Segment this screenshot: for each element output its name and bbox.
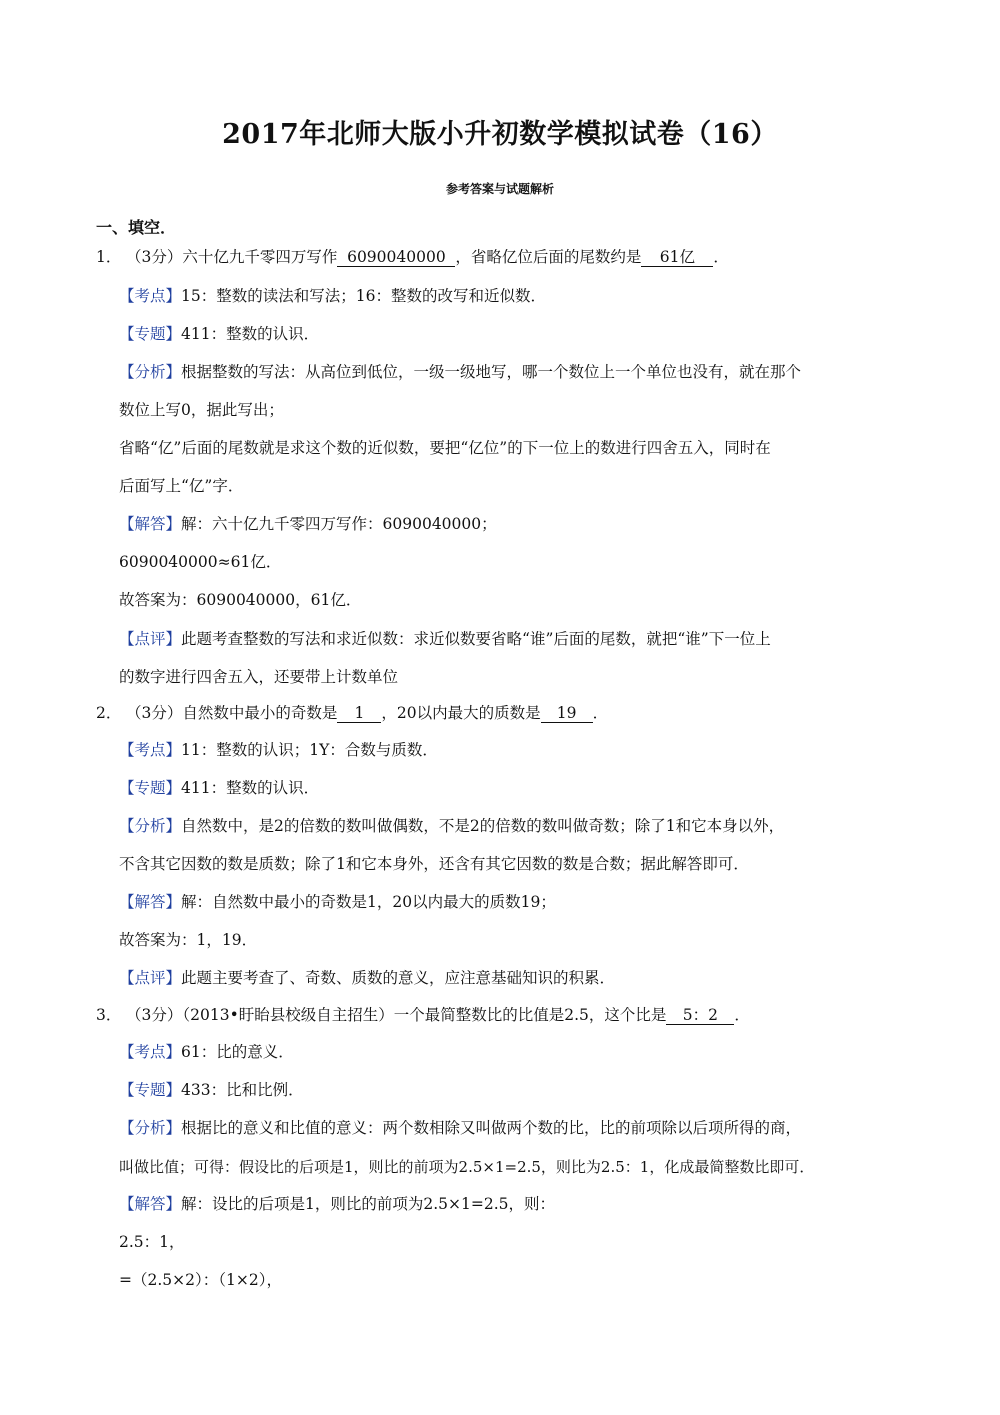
fenxi-line-cont: 数位上写0，据此写出； xyxy=(119,401,284,419)
tag-fenxi: 【分析】 xyxy=(119,363,182,381)
question-number: 1． xyxy=(96,248,122,266)
answer-blank-1: 1 xyxy=(337,704,381,723)
kaodian-line: 【考点】61：比的意义． xyxy=(119,1043,294,1061)
tag-jieda: 【解答】 xyxy=(119,1195,182,1213)
jieda-line-cont: =（2.5×2）：（1×2）， xyxy=(119,1271,282,1289)
kaodian-line: 【考点】11：整数的认识；1Y：合数与质数． xyxy=(119,741,438,759)
jieda-line: 【解答】解：自然数中最小的奇数是1，20以内最大的质数19； xyxy=(119,893,556,911)
question-text: ． xyxy=(592,704,609,722)
fenxi-line-cont: 不含其它因数的数是质数；除了1和它本身外，还含有其它因数的数是合数；据此解答即可． xyxy=(119,855,749,873)
question-score: （3分） xyxy=(126,704,183,722)
answer-blank-2: 19 xyxy=(541,704,593,723)
page-subtitle: 参考答案与试题解析 xyxy=(445,182,554,196)
fenxi-line-cont: 叫做比值；可得：假设比的后项是1，则比的前项为2.5×1=2.5，则比为2.5：1，化成最简整数比即可． xyxy=(119,1158,815,1176)
zhuanti-line: 【专题】411：整数的认识． xyxy=(119,325,320,343)
answer-blank-1: 6090040000 xyxy=(337,248,455,267)
question-text: 自然数中最小的奇数是 xyxy=(182,704,338,722)
tag-kaodian: 【考点】 xyxy=(119,1043,182,1061)
section-heading: 一、填空． xyxy=(96,218,177,237)
question-3 xyxy=(96,1004,750,1026)
zhuanti-line: 【专题】411：整数的认识． xyxy=(119,779,320,797)
tag-kaodian: 【考点】 xyxy=(119,741,182,759)
tag-zhuanti: 【专题】 xyxy=(119,779,182,797)
jieda-line-cont: 故答案为：6090040000，61亿． xyxy=(119,591,362,609)
tag-fenxi: 【分析】 xyxy=(119,817,182,835)
dianping-line: 【点评】此题考查整数的写法和求近似数：求近似数要省略“谁”后面的尾数，就把“谁”下一位上 xyxy=(119,630,771,648)
question-text: ，20以内最大的质数是 xyxy=(381,704,541,722)
kaodian-line: 【考点】15：整数的读法和写法；16：整数的改写和近似数． xyxy=(119,287,546,305)
question-score: （3分） xyxy=(126,1006,183,1024)
question-number: 3． xyxy=(96,1006,122,1024)
dianping-line: 【点评】此题主要考查了、奇数、质数的意义，应注意基础知识的积累． xyxy=(119,969,616,987)
dianping-line-cont: 的数字进行四舍五入，还要带上计数单位 xyxy=(119,668,399,686)
tag-jieda: 【解答】 xyxy=(119,515,182,533)
fenxi-line-cont: 省略“亿”后面的尾数就是求这个数的近似数，要把“亿位”的下一位上的数进行四舍五入，同时在 xyxy=(119,439,771,457)
question-2 xyxy=(96,702,608,724)
answer-blank-2: 61亿 xyxy=(641,248,713,267)
fenxi-line: 【分析】自然数中，是2的倍数的数叫做偶数，不是2的倍数的数叫做奇数；除了1和它本身以外， xyxy=(119,817,785,835)
tag-jieda: 【解答】 xyxy=(119,893,182,911)
fenxi-line: 【分析】根据整数的写法：从高位到低位，一级一级地写，哪一个数位上一个单位也没有，就在那个 xyxy=(119,363,802,381)
question-score: （3分） xyxy=(126,248,183,266)
fenxi-line-cont: 后面写上“亿”字． xyxy=(119,477,244,495)
question-text: ． xyxy=(734,1006,750,1024)
question-text: 一个最简整数比的比值是2.5，这个比是 xyxy=(393,1006,667,1024)
question-number: 2． xyxy=(96,704,122,722)
tag-kaodian: 【考点】 xyxy=(119,287,182,305)
tag-fenxi: 【分析】 xyxy=(119,1119,182,1137)
jieda-line-cont: 6090040000≈61亿． xyxy=(119,553,282,571)
jieda-line-cont: 2.5：1， xyxy=(119,1233,185,1251)
answer-blank-1: 5：2 xyxy=(666,1006,734,1025)
jieda-line: 【解答】解：六十亿九千零四万写作：6090040000； xyxy=(119,515,497,533)
fenxi-line: 【分析】根据比的意义和比值的意义：两个数相除又叫做两个数的比，比的前项除以后项所得的商， xyxy=(119,1119,802,1137)
jieda-line: 【解答】解：设比的后项是1，则比的前项为2.5×1=2.5，则： xyxy=(119,1195,556,1213)
question-text: ． xyxy=(713,248,729,266)
zhuanti-line: 【专题】433：比和比例． xyxy=(119,1081,304,1099)
question-1 xyxy=(96,246,729,268)
tag-zhuanti: 【专题】 xyxy=(119,1081,182,1099)
tag-dianping: 【点评】 xyxy=(119,969,182,987)
question-text: 六十亿九千零四万写作 xyxy=(182,248,338,266)
tag-zhuanti: 【专题】 xyxy=(119,325,182,343)
question-source: （2013•盱眙县校级自主招生） xyxy=(182,1006,394,1024)
jieda-line-cont: 故答案为：1，19． xyxy=(119,931,258,949)
question-text: ，省略亿位后面的尾数约是 xyxy=(455,248,642,266)
page-title: 2017年北师大版小升初数学模拟试卷（16） xyxy=(222,119,778,150)
tag-dianping: 【点评】 xyxy=(119,630,182,648)
